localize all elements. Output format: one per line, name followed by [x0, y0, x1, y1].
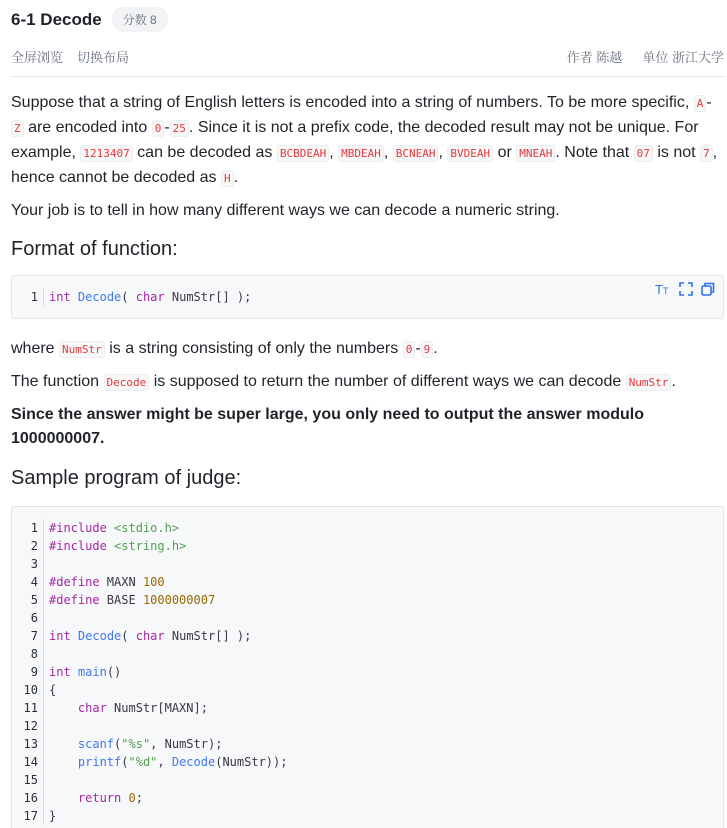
- code-line: [12, 591, 723, 609]
- unit-label: 单位 浙江大学: [642, 49, 724, 65]
- inline-code: NumStr: [59, 341, 105, 358]
- problem-content: [11, 91, 724, 828]
- line-number: 17: [12, 807, 44, 825]
- inline-code: 07: [634, 145, 653, 162]
- divider: [11, 76, 724, 77]
- line-number: 14: [12, 753, 44, 771]
- line-number: 3: [12, 555, 44, 573]
- code-line: [12, 609, 723, 627]
- line-number: 2: [12, 537, 44, 555]
- fullscreen-icon[interactable]: [679, 282, 693, 296]
- function-code-block: [11, 275, 724, 319]
- inline-code: MNEAH: [516, 145, 555, 162]
- score-badge: 分数 8: [112, 7, 168, 32]
- code-line: [12, 537, 723, 555]
- code-text: [44, 645, 49, 663]
- title-row: [11, 7, 168, 32]
- code-text: {: [49, 683, 57, 697]
- fullscreen-link[interactable]: 全屏浏览: [11, 49, 64, 65]
- line-number: 1: [12, 288, 44, 306]
- code-text: char NumStr[MAXN];: [77, 701, 208, 715]
- code-line: [12, 717, 723, 735]
- inline-code: H: [221, 170, 234, 187]
- line-number: 16: [12, 789, 44, 807]
- code-line: [12, 753, 723, 771]
- code-text: [44, 771, 49, 789]
- paragraph-function: The function Decode is supposed to return the number of different ways we can decode NumStr .: [11, 373, 676, 390]
- copy-icon[interactable]: [701, 282, 715, 296]
- paragraph-modulo: Since the answer might be super large, you only need to output the answer modulo 1000000007.: [11, 406, 644, 447]
- inline-code: 0: [403, 341, 416, 358]
- code-line: [12, 735, 723, 753]
- code-line: [12, 681, 723, 699]
- paragraph-description: Suppose that a string of English letters is encoded into a string of numbers. To be more specific, A -Z are encoded into 0 - 25 . Since it is not a prefix code, the decoded result may not be unique. For example, 1213407 can be decoded as BCBDEAH , MBDEAH , BCNEAH , BVDEAH or MNEAH . Note that 07 is not 7 , hence cannot be decoded as H .: [11, 94, 718, 186]
- svg-text:T: T: [655, 282, 663, 296]
- inline-code: NumStr: [626, 374, 672, 391]
- code-line: [12, 663, 723, 681]
- code-line: [12, 807, 723, 825]
- sample-code-block: [11, 506, 724, 828]
- line-number: 13: [12, 735, 44, 753]
- line-number: 1: [12, 519, 44, 537]
- inline-code: 7: [700, 145, 713, 162]
- line-number: 9: [12, 663, 44, 681]
- font-size-icon[interactable]: [655, 282, 671, 296]
- line-number: 6: [12, 609, 44, 627]
- toolbar: [11, 46, 724, 66]
- inline-code: 0: [152, 120, 165, 137]
- inline-code: Z: [11, 120, 24, 137]
- code-text: }: [49, 809, 57, 823]
- code-text: #define MAXN 100: [49, 575, 165, 589]
- line-number: 8: [12, 645, 44, 663]
- line-number: 11: [12, 699, 44, 717]
- format-heading: Format of function:: [11, 238, 178, 260]
- code-line: [12, 771, 723, 789]
- paragraph-where: where NumStr is a string consisting of only the numbers 0 - 9 .: [11, 340, 438, 357]
- sample-heading: Sample program of judge:: [11, 467, 242, 489]
- code-text: [44, 717, 49, 735]
- line-number: 10: [12, 681, 44, 699]
- code-line: [12, 555, 723, 573]
- svg-text:T: T: [663, 286, 669, 296]
- inline-code: BVDEAH: [447, 145, 493, 162]
- code-text: [44, 609, 49, 627]
- inline-code: MBDEAH: [338, 145, 384, 162]
- code-text: int Decode( char NumStr[] );: [49, 290, 252, 304]
- inline-code: BCNEAH: [393, 145, 439, 162]
- code-text: return 0;: [77, 791, 143, 805]
- code-line: [12, 645, 723, 663]
- code-text: int main(): [49, 665, 122, 679]
- code-line: [12, 573, 723, 591]
- inline-code: A: [694, 95, 707, 112]
- code-text: #include <stdio.h>: [49, 521, 180, 535]
- problem-title: 6-1 Decode: [11, 9, 102, 29]
- code-line: [12, 699, 723, 717]
- line-number: 7: [12, 627, 44, 645]
- line-number: 4: [12, 573, 44, 591]
- line-number: 12: [12, 717, 44, 735]
- code-line: [12, 789, 723, 807]
- code-text: printf("%d", Decode(NumStr));: [77, 755, 288, 769]
- inline-code: 1213407: [80, 145, 132, 162]
- code-text: [44, 555, 49, 573]
- code-text: scanf("%s", NumStr);: [77, 737, 223, 751]
- inline-code: 9: [421, 341, 434, 358]
- inline-code: Decode: [104, 374, 150, 391]
- code-line: [12, 288, 723, 306]
- code-text: #include <string.h>: [49, 539, 187, 553]
- code-line: [12, 627, 723, 645]
- switch-layout-link[interactable]: 切换布局: [77, 49, 130, 65]
- author-label: 作者 陈越: [566, 49, 623, 65]
- paragraph-task: Your job is to tell in how many different ways we can decode a numeric string.: [11, 202, 560, 219]
- line-number: 5: [12, 591, 44, 609]
- inline-code: BCBDEAH: [277, 145, 329, 162]
- inline-code: 25: [170, 120, 189, 137]
- code-line: [12, 519, 723, 537]
- code-tools: [655, 282, 715, 296]
- code-text: int Decode( char NumStr[] );: [49, 629, 252, 643]
- code-text: #define BASE 1000000007: [49, 593, 216, 607]
- line-number: 15: [12, 771, 44, 789]
